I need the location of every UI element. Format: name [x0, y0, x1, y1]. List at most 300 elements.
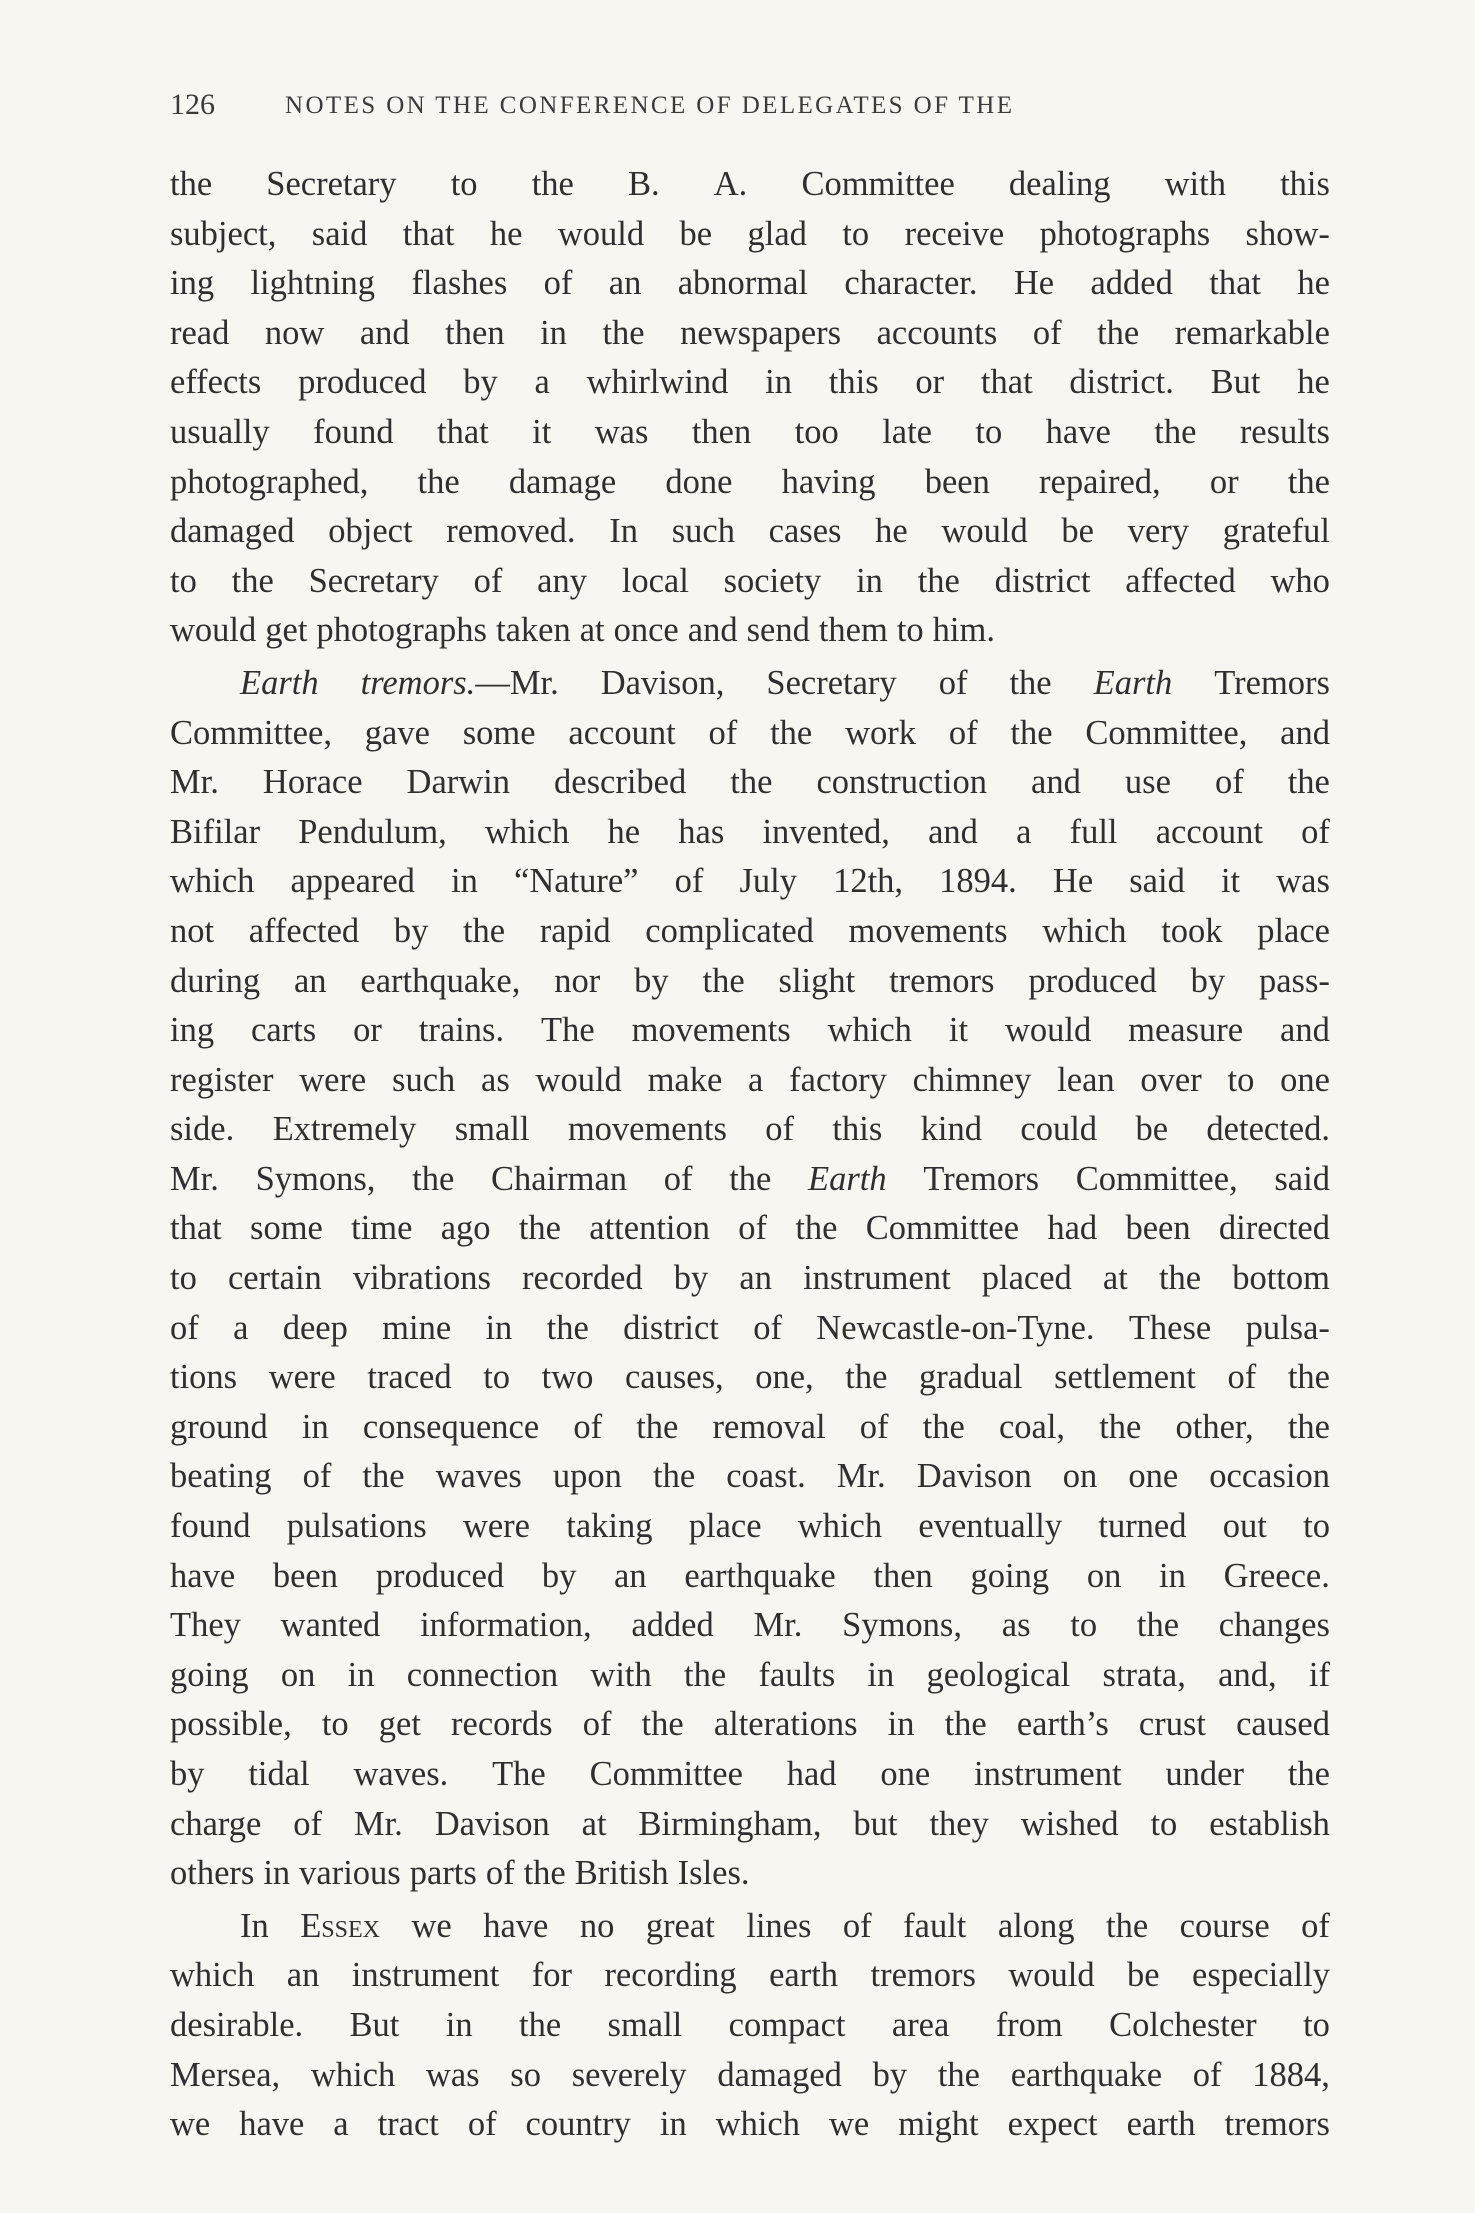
- word: at: [581, 1804, 607, 1843]
- word: Committee: [589, 1755, 743, 1793]
- text-line: [170, 907, 1330, 957]
- word: the: [417, 462, 460, 501]
- paragraph: [170, 659, 1330, 1899]
- word: that: [437, 412, 489, 451]
- word: which: [170, 1956, 255, 1995]
- word: district.: [1069, 363, 1174, 402]
- word: ago: [440, 1209, 491, 1248]
- word: that: [1209, 264, 1261, 303]
- word: eventually: [918, 1507, 1063, 1546]
- word: of: [1227, 1358, 1257, 1397]
- word: have: [1045, 412, 1111, 451]
- word: nor: [554, 961, 601, 1000]
- word: other,: [1175, 1407, 1254, 1446]
- word: Horace: [262, 763, 363, 802]
- word: the: [1154, 412, 1197, 451]
- text-line: [170, 1552, 1330, 1602]
- text-line: [170, 1105, 1330, 1155]
- word: he: [489, 214, 523, 253]
- word: had: [786, 1755, 837, 1793]
- text-line: [170, 1353, 1330, 1403]
- word: such: [392, 1060, 456, 1099]
- text-line: [170, 1849, 1330, 1899]
- word: character.: [844, 264, 978, 303]
- word: in: [347, 1655, 375, 1694]
- word: the: [1136, 1606, 1180, 1645]
- text-line: [170, 358, 1330, 408]
- word: Symons,: [842, 1606, 962, 1645]
- word: of: [302, 1457, 332, 1496]
- word: to: [975, 412, 1003, 451]
- word: factory: [789, 1060, 887, 1099]
- word: rapid: [539, 911, 611, 950]
- word: the: [523, 1854, 566, 1893]
- word: remarkable: [1174, 313, 1330, 352]
- word: information,: [420, 1606, 592, 1645]
- word: a: [1016, 812, 1032, 851]
- word: an: [608, 264, 642, 303]
- word: by: [634, 961, 669, 1000]
- word: send: [746, 611, 810, 650]
- word: in: [856, 561, 883, 600]
- word: appeared: [290, 862, 415, 901]
- text-line: [170, 857, 1330, 907]
- word: as: [1001, 1606, 1031, 1645]
- text-line: [170, 1951, 1330, 2001]
- word: Davison,: [600, 663, 725, 702]
- word: the: [531, 165, 574, 203]
- word: produced: [1028, 961, 1157, 1000]
- word: the: [845, 1358, 888, 1397]
- word: in: [659, 2105, 687, 2144]
- word: done: [665, 462, 733, 501]
- text-line: [170, 1502, 1330, 1552]
- word: the: [770, 713, 813, 752]
- word: two: [541, 1358, 594, 1397]
- word: Mr.: [353, 1804, 403, 1843]
- word: Chairman: [490, 1159, 628, 1198]
- word: that: [980, 363, 1033, 402]
- word: removal: [712, 1407, 826, 1446]
- word: Mr.: [836, 1457, 886, 1496]
- word: detected.: [1206, 1110, 1330, 1149]
- word: and: [1280, 1011, 1330, 1050]
- word: the: [546, 1308, 589, 1347]
- word: In: [240, 1906, 269, 1945]
- word: changes: [1218, 1606, 1330, 1645]
- word: an: [293, 961, 327, 1000]
- word: These: [1128, 1308, 1212, 1347]
- word: full: [1069, 812, 1118, 851]
- word: Mersea,: [170, 2055, 281, 2094]
- word: to: [896, 611, 924, 650]
- text-line: [170, 408, 1330, 458]
- word: severely: [571, 2055, 687, 2094]
- word: added: [1090, 264, 1173, 303]
- word: But: [1210, 363, 1261, 402]
- word: 12th,: [833, 862, 904, 901]
- word: get: [265, 611, 308, 650]
- word: late: [882, 412, 932, 451]
- word: found: [170, 1507, 251, 1546]
- word: society: [723, 561, 822, 600]
- word: trains.: [418, 1011, 505, 1050]
- word: use: [1124, 763, 1171, 802]
- word: were: [268, 1358, 336, 1397]
- word: Secretary: [308, 561, 439, 600]
- word: records: [451, 1705, 553, 1744]
- word: Extremely: [272, 1110, 417, 1149]
- word: Secretary: [266, 165, 397, 203]
- word: to: [170, 1259, 197, 1298]
- word: be: [1135, 1110, 1169, 1149]
- word: for: [531, 1956, 573, 1995]
- word: Earth: [808, 1159, 887, 1198]
- word: instrument: [803, 1259, 951, 1298]
- word: geological: [926, 1655, 1071, 1694]
- text-line: [170, 160, 1330, 210]
- word: very: [1127, 512, 1189, 551]
- word: turned: [1098, 1507, 1187, 1546]
- text-line: [170, 2100, 1330, 2150]
- word: produced: [375, 1556, 505, 1595]
- word: the: [1287, 1755, 1330, 1793]
- word: have: [170, 1556, 236, 1595]
- word: carts: [251, 1011, 317, 1050]
- word: then: [445, 313, 505, 352]
- text-line: [170, 808, 1330, 858]
- word: of: [1192, 2055, 1222, 2094]
- text-line: [170, 1304, 1330, 1354]
- word: during: [170, 961, 261, 1000]
- word: movements: [848, 911, 1008, 950]
- word: object: [328, 512, 413, 551]
- word: a: [233, 1308, 249, 1347]
- word: British: [574, 1854, 669, 1893]
- word: the: [917, 561, 960, 600]
- text-line: [170, 2051, 1330, 2101]
- word: were: [462, 1507, 530, 1546]
- word: could: [1020, 1110, 1098, 1149]
- word: such: [671, 512, 735, 551]
- word: ground: [170, 1407, 268, 1446]
- word: Mr.: [170, 763, 219, 802]
- word: course: [1179, 1906, 1270, 1945]
- word: that: [170, 1209, 222, 1248]
- word: been: [272, 1556, 338, 1595]
- word: from: [995, 2005, 1063, 2044]
- text-line: [170, 458, 1330, 508]
- text-line: [170, 1601, 1330, 1651]
- word: chimney: [912, 1060, 1032, 1099]
- text-line: [170, 758, 1330, 808]
- word: an: [739, 1259, 772, 1298]
- word: upon: [552, 1457, 622, 1496]
- word: 1894.: [939, 862, 1017, 901]
- word: took: [1161, 911, 1223, 950]
- word: gave: [364, 713, 430, 752]
- text-line: [170, 1006, 1330, 1056]
- word: of: [938, 663, 968, 702]
- word: get: [378, 1705, 421, 1744]
- word: movements: [567, 1110, 727, 1149]
- word: to: [321, 1705, 349, 1744]
- word: by: [872, 2055, 908, 2094]
- word: of: [293, 1804, 322, 1843]
- word: instrument: [973, 1755, 1122, 1793]
- word: the: [1097, 313, 1140, 352]
- word: one: [1128, 1457, 1179, 1496]
- word: damage: [508, 462, 617, 501]
- word: the: [1287, 1407, 1330, 1446]
- text-line: [170, 659, 1330, 709]
- word: to: [842, 214, 870, 253]
- word: which: [827, 1011, 912, 1050]
- word: in: [485, 1308, 513, 1347]
- word: fault: [903, 1906, 967, 1945]
- word: be: [679, 214, 713, 253]
- word: to: [450, 165, 478, 203]
- word: tidal: [248, 1755, 310, 1793]
- text-line: [170, 1056, 1330, 1106]
- word: this: [832, 1110, 883, 1149]
- word: and,: [1218, 1655, 1277, 1694]
- word: recording: [604, 1956, 737, 1995]
- word: said: [1129, 862, 1185, 901]
- word: the: [702, 961, 745, 1000]
- word: the: [518, 2005, 562, 2044]
- word: read: [170, 313, 230, 352]
- word: Newcastle-on-Tyne.: [816, 1308, 1095, 1347]
- word: a: [534, 363, 550, 402]
- word: any: [537, 561, 587, 600]
- word: of: [753, 1308, 782, 1347]
- word: or: [915, 363, 945, 402]
- word: this: [828, 363, 879, 402]
- word: the: [641, 1705, 684, 1744]
- word: dealing: [1008, 165, 1111, 203]
- word: tremors.—Mr.: [360, 663, 559, 702]
- word: would: [557, 214, 645, 253]
- word: movements: [631, 1011, 791, 1050]
- word: of: [485, 1854, 515, 1893]
- word: no: [579, 1906, 615, 1945]
- word: photographs: [1039, 214, 1211, 253]
- word: wanted: [280, 1606, 381, 1645]
- word: Isles.: [677, 1854, 750, 1893]
- word: to: [1227, 1060, 1255, 1099]
- word: he: [875, 512, 908, 551]
- word: might: [898, 2105, 979, 2144]
- word: the: [944, 1705, 987, 1744]
- word: settlement: [1054, 1358, 1196, 1397]
- word: and: [1280, 713, 1330, 752]
- word: district: [994, 561, 1091, 600]
- word: the: [1287, 462, 1330, 501]
- word: in: [887, 1705, 915, 1744]
- word: Committee,: [1075, 1159, 1238, 1198]
- word: to: [1150, 1804, 1178, 1843]
- word: on: [1086, 1556, 1122, 1595]
- word: time: [351, 1209, 413, 1248]
- word: 1884,: [1252, 2055, 1330, 2094]
- word: to: [170, 561, 197, 600]
- word: earthquake: [1010, 2055, 1163, 2094]
- text-line: [170, 1403, 1330, 1453]
- word: was: [425, 2055, 480, 2094]
- word: the: [1287, 763, 1330, 802]
- word: pulsa-: [1245, 1308, 1330, 1347]
- word: of: [708, 713, 738, 752]
- word: tions: [170, 1358, 238, 1397]
- word: He: [1013, 264, 1055, 303]
- word: have: [239, 2105, 305, 2144]
- word: Davison: [434, 1804, 550, 1843]
- text-line: [170, 1651, 1330, 1701]
- word: which: [797, 1507, 883, 1546]
- word: cases: [768, 512, 842, 551]
- word: by: [1190, 961, 1226, 1000]
- word: compact: [728, 2005, 846, 2044]
- word: caused: [1236, 1705, 1330, 1744]
- word: by: [673, 1259, 709, 1298]
- word: coast.: [726, 1457, 806, 1496]
- word: would: [1008, 1956, 1095, 1995]
- text-line: [170, 1700, 1330, 1750]
- word: July: [739, 862, 797, 901]
- word: found: [313, 412, 394, 451]
- word: connection: [406, 1655, 559, 1694]
- word: Mr.: [170, 1159, 219, 1198]
- word: lean: [1057, 1060, 1115, 1099]
- word: waves.: [353, 1755, 449, 1793]
- word: on: [1062, 1457, 1098, 1496]
- word: be: [1061, 512, 1094, 551]
- text-line: [170, 606, 1330, 656]
- word: not: [170, 911, 215, 950]
- word: repaired,: [1039, 462, 1161, 501]
- word: the: [231, 561, 274, 600]
- word: the: [518, 1209, 561, 1248]
- word: having: [781, 462, 876, 501]
- word: that: [402, 214, 455, 253]
- text-line: [170, 1902, 1330, 1952]
- word: earthquake,: [360, 961, 521, 1000]
- word: we: [170, 2105, 211, 2144]
- word: tract: [377, 2105, 439, 2144]
- word: and: [928, 812, 978, 851]
- word: he: [607, 812, 641, 851]
- word: the: [462, 911, 506, 950]
- word: construction: [816, 763, 988, 802]
- word: ing: [170, 1011, 215, 1050]
- word: attention: [589, 1209, 710, 1248]
- word: area: [891, 2005, 950, 2044]
- word: results: [1239, 412, 1330, 451]
- word: of: [1214, 763, 1244, 802]
- word: small: [454, 1110, 530, 1149]
- running-head-title: NOTES ON THE CONFERENCE OF DELEGATES OF THE: [285, 92, 1015, 119]
- word: instrument: [351, 1956, 500, 1995]
- word: which: [170, 862, 255, 901]
- word: account: [1155, 812, 1263, 851]
- word: a: [748, 1060, 764, 1099]
- word: the: [730, 763, 773, 802]
- word: subject,: [170, 214, 277, 253]
- text-line: [170, 709, 1330, 759]
- word: small: [607, 2005, 683, 2044]
- word: coal,: [998, 1407, 1066, 1446]
- word: complicated: [645, 911, 814, 950]
- word: make: [647, 1060, 723, 1099]
- word: Earth: [1093, 663, 1173, 702]
- word: taking: [566, 1507, 653, 1546]
- word: to: [1303, 1507, 1330, 1546]
- word: Greece.: [1223, 1556, 1330, 1595]
- word: In: [609, 512, 639, 551]
- word: of: [543, 264, 573, 303]
- word: at: [579, 611, 605, 650]
- word: place: [688, 1507, 762, 1546]
- word: tremors: [1224, 2105, 1330, 2144]
- word: tremors: [889, 961, 995, 1000]
- word: the: [652, 1457, 696, 1496]
- word: been: [1125, 1209, 1191, 1248]
- body-text: [170, 160, 1330, 2150]
- word: the: [795, 1209, 838, 1248]
- word: it: [532, 412, 552, 451]
- word: pulsations: [286, 1507, 427, 1546]
- word: in: [451, 862, 478, 901]
- word: great: [645, 1906, 715, 1945]
- word: of: [674, 862, 704, 901]
- word: Davison: [916, 1457, 1032, 1496]
- word: by: [170, 1755, 205, 1793]
- text-line: [170, 210, 1330, 260]
- word: of: [842, 1906, 872, 1945]
- word: crust: [1138, 1705, 1206, 1744]
- word: expect: [1007, 2105, 1098, 2144]
- word: pass-: [1258, 961, 1330, 1000]
- word: which: [484, 812, 570, 851]
- word: alterations: [713, 1705, 858, 1744]
- word: Earth: [240, 663, 319, 702]
- word: the: [1287, 1358, 1330, 1397]
- word: the: [922, 1407, 965, 1446]
- word: going: [970, 1556, 1050, 1595]
- word: produced: [298, 363, 427, 402]
- word: Symons,: [255, 1159, 376, 1198]
- word: effects: [170, 363, 262, 402]
- word: to: [1070, 1606, 1098, 1645]
- word: of: [765, 1110, 795, 1149]
- word: kind: [920, 1110, 983, 1149]
- word: which: [310, 2055, 396, 2094]
- word: the: [412, 1159, 455, 1198]
- text-line: [170, 1254, 1330, 1304]
- word: the: [937, 2055, 980, 2094]
- word: the: [636, 1407, 679, 1446]
- word: would: [1004, 1011, 1092, 1050]
- word: earth: [1126, 2105, 1196, 2144]
- word: now: [264, 313, 325, 352]
- word: place: [1257, 911, 1330, 950]
- word: this: [1280, 165, 1330, 203]
- word: especially: [1192, 1956, 1330, 1995]
- word: has: [678, 812, 725, 851]
- word: he: [1297, 264, 1330, 303]
- word: Committee: [865, 1209, 1020, 1248]
